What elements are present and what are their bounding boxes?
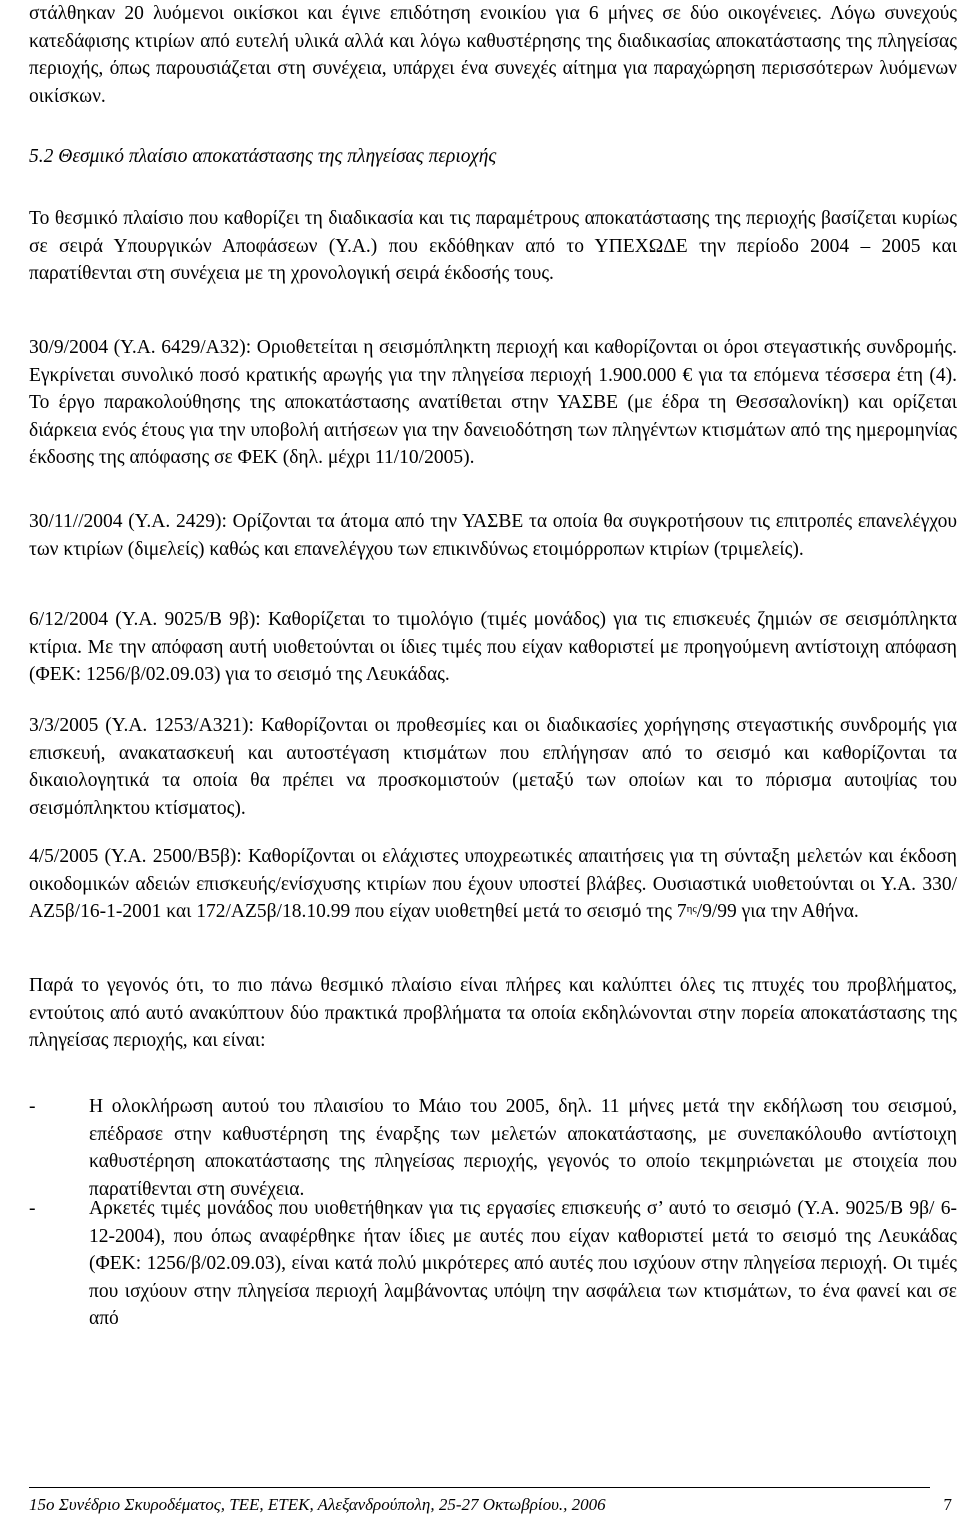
- paragraph-framework: Το θεσμικό πλαίσιο που καθορίζει τη διαδικασία και τις παραμέτρους αποκατάστασης της περιοχής βασίζεται κυρίως σε σειρά Υπουργικών Αποφάσεων (Υ.Α.) που εκδόθηκαν από το ΥΠΕΧΩΔΕ την περίοδο 2004 – 2005 και παρατίθενται στη συνέχεια με τη χρονολογική σειρά έκδοσής τους.: [29, 208, 957, 284]
- bullet-dash: -: [29, 1096, 36, 1117]
- paragraph-intro: στάλθηκαν 20 λυόμενοι οικίσκοι και έγινε επιδότηση ενοικίου για 6 μήνες σε δύο οικογένειες. Λόγω συνεχούς κατεδάφισης κτιρίων από ευτελή υλικά αλλά και λόγω καθυστέρησης της διαδικασίας αποκατάστασης της πληγείσας περιοχής, όπως παρουσιάζεται στη συνέχεια, υπάρχει ένα συνεχές αίτημα για παραχώρηση περισσότερων λυόμενων οικίσκων.: [29, 3, 957, 107]
- paragraph-decision-5-text: 4/5/2005 (Υ.Α. 2500/Β5β): Καθορίζονται οι ελάχιστες υποχρεωτικές απαιτήσεις για τη σύνταξη μελετών και έκδοση οικοδομικών αδειών επισκευής/ενίσχυσης κτιρίων που έχουν υποστεί βλάβες. Ουσιαστικά υιοθετούνται οι Υ.Α. 330/ΑΖ5β/16-1-2001 και 172/ΑΖ5β/18.10.99 που είχαν υιοθετηθεί μετά το σεισμό της 7: [29, 846, 957, 922]
- list-item: [29, 1195, 959, 1470]
- paragraph-decision-4: 3/3/2005 (Υ.Α. 1253/Α321): Καθορίζονται οι προθεσμίες και οι διαδικασίες χορήγησης στεγαστικής συνδρομής για επισκευή, ανακατασκευή και αυτοστέγαση κτισμάτων που επλήγησαν από το σεισμό και καθορίζονται τα δικαιολογητικά τα οποία θα πρέπει να προσκομιστούν (μεταξύ των οποίων και το πόρισμα αυτοψίας του σεισμόπληκτου κτίσματος).: [29, 715, 957, 819]
- page-number: 7: [943, 1495, 952, 1514]
- bullet-dash: -: [29, 1198, 36, 1219]
- footer-divider: [29, 1487, 930, 1488]
- paragraph-decision-3: 6/12/2004 (Υ.Α. 9025/Β 9β): Καθορίζεται το τιμολόγιο (τιμές μονάδος) για τις επισκευές ζημιών σε σεισμόπληκτα κτίρια. Με την απόφαση αυτή υιοθετούνται οι ίδιες τιμές που είχαν καθοριστεί με προηγούμενη αντίστοιχη απόφαση (ΦΕΚ: 1256/β/02.09.03) για το σεισμό της Λευκάδας.: [29, 609, 957, 685]
- section-heading: 5.2 Θεσμικό πλαίσιο αποκατάστασης της πληγείσας περιοχής: [29, 146, 497, 167]
- footer-conference: 15ο Συνέδριο Σκυροδέματος, ΤΕΕ, ΕΤΕΚ, Αλεξανδρούπολη, 25-27 Οκτωβρίου., 2006: [29, 1495, 606, 1514]
- paragraph-decision-5-tail: /9/99 για την Αθήνα.: [696, 901, 859, 922]
- paragraph-problems-intro: Παρά το γεγονός ότι, το πιο πάνω θεσμικό πλαίσιο είναι πλήρες και καλύπτει όλες τις πτυχές του προβλήματος, εντούτοις από αυτό ανακύπτουν δύο πρακτικά προβλήματα τα οποία εκδηλώνονται στην πορεία αποκατάστασης της πληγείσας περιοχής, και είναι:: [29, 975, 957, 1051]
- ordinal-superscript: ης: [686, 903, 697, 915]
- paragraph-decision-1: 30/9/2004 (Υ.Α. 6429/Α32): Οριοθετείται η σεισμόπληκτη περιοχή και καθορίζονται οι όροι στεγαστικής συνδρομής. Εγκρίνεται συνολικό ποσό κρατικής αρωγής για την πληγείσα περιοχή 1.900.000 € για τα επόμενα τέσσερα έτη (4). Το έργο παρακολούθησης της αποκατάστασης ανατίθεται στην ΥΑΣΒΕ (με έδρα τη Θεσσαλονίκη) και ορίζεται διάρκεια ενός έτους για την υποβολή αιτήσεων για την δανειοδότηση των πληγέντων κτισμάτων από της ημερομηνίας έκδοσης της απόφασης σε ΦΕΚ (δηλ. μέχρι 11/10/2005).: [29, 337, 957, 468]
- paragraph-decision-2: 30/11//2004 (Υ.Α. 2429): Ορίζονται τα άτομα από την ΥΑΣΒΕ τα οποία θα συγκροτήσουν τις επιτροπές επανελέγχου των κτιρίων (διμελείς) καθώς και επανελέγχου των επικινδύνως ετοιμόρροπων κτιρίων (τριμελείς).: [29, 511, 957, 560]
- paragraph-decision-5: [29, 843, 957, 926]
- bullet-text: Η ολοκλήρωση αυτού του πλαισίου το Μάιο του 2005, δηλ. 11 μήνες μετά την εκδήλωση του σεισμού, επέδρασε στην καθυστέρηση της έναρξης των μελετών αποκατάστασης, με συνεπακόλουθο αντίστοιχη καθυστέρηση αποκατάστασης της πληγείσας περιοχής, γεγονός το οποίο τεκμηριώνεται με στοιχεία που παρατίθενται στη συνέχεια.: [89, 1096, 957, 1200]
- bullet-text: Αρκετές τιμές μονάδος που υιοθετήθηκαν για τις εργασίες επισκευής σ’ αυτό το σεισμό (Υ.Α. 9025/Β 9β/ 6-12-2004), που όπως αναφέρθηκε ήταν ίδιες με αυτές που είχαν καθοριστεί μετά το σεισμό της Λευκάδας (ΦΕΚ: 1256/β/02.09.03), είναι κατά πολύ μικρότερες από αυτές που ισχύουν στην πληγείσα περιοχή. Οι τιμές που ισχύουν στην πληγείσα περιοχή λαμβάνοντας υπόψη την ασφάλεια των κτισμάτων, το ένα φανεί και σε από: [89, 1198, 957, 1329]
